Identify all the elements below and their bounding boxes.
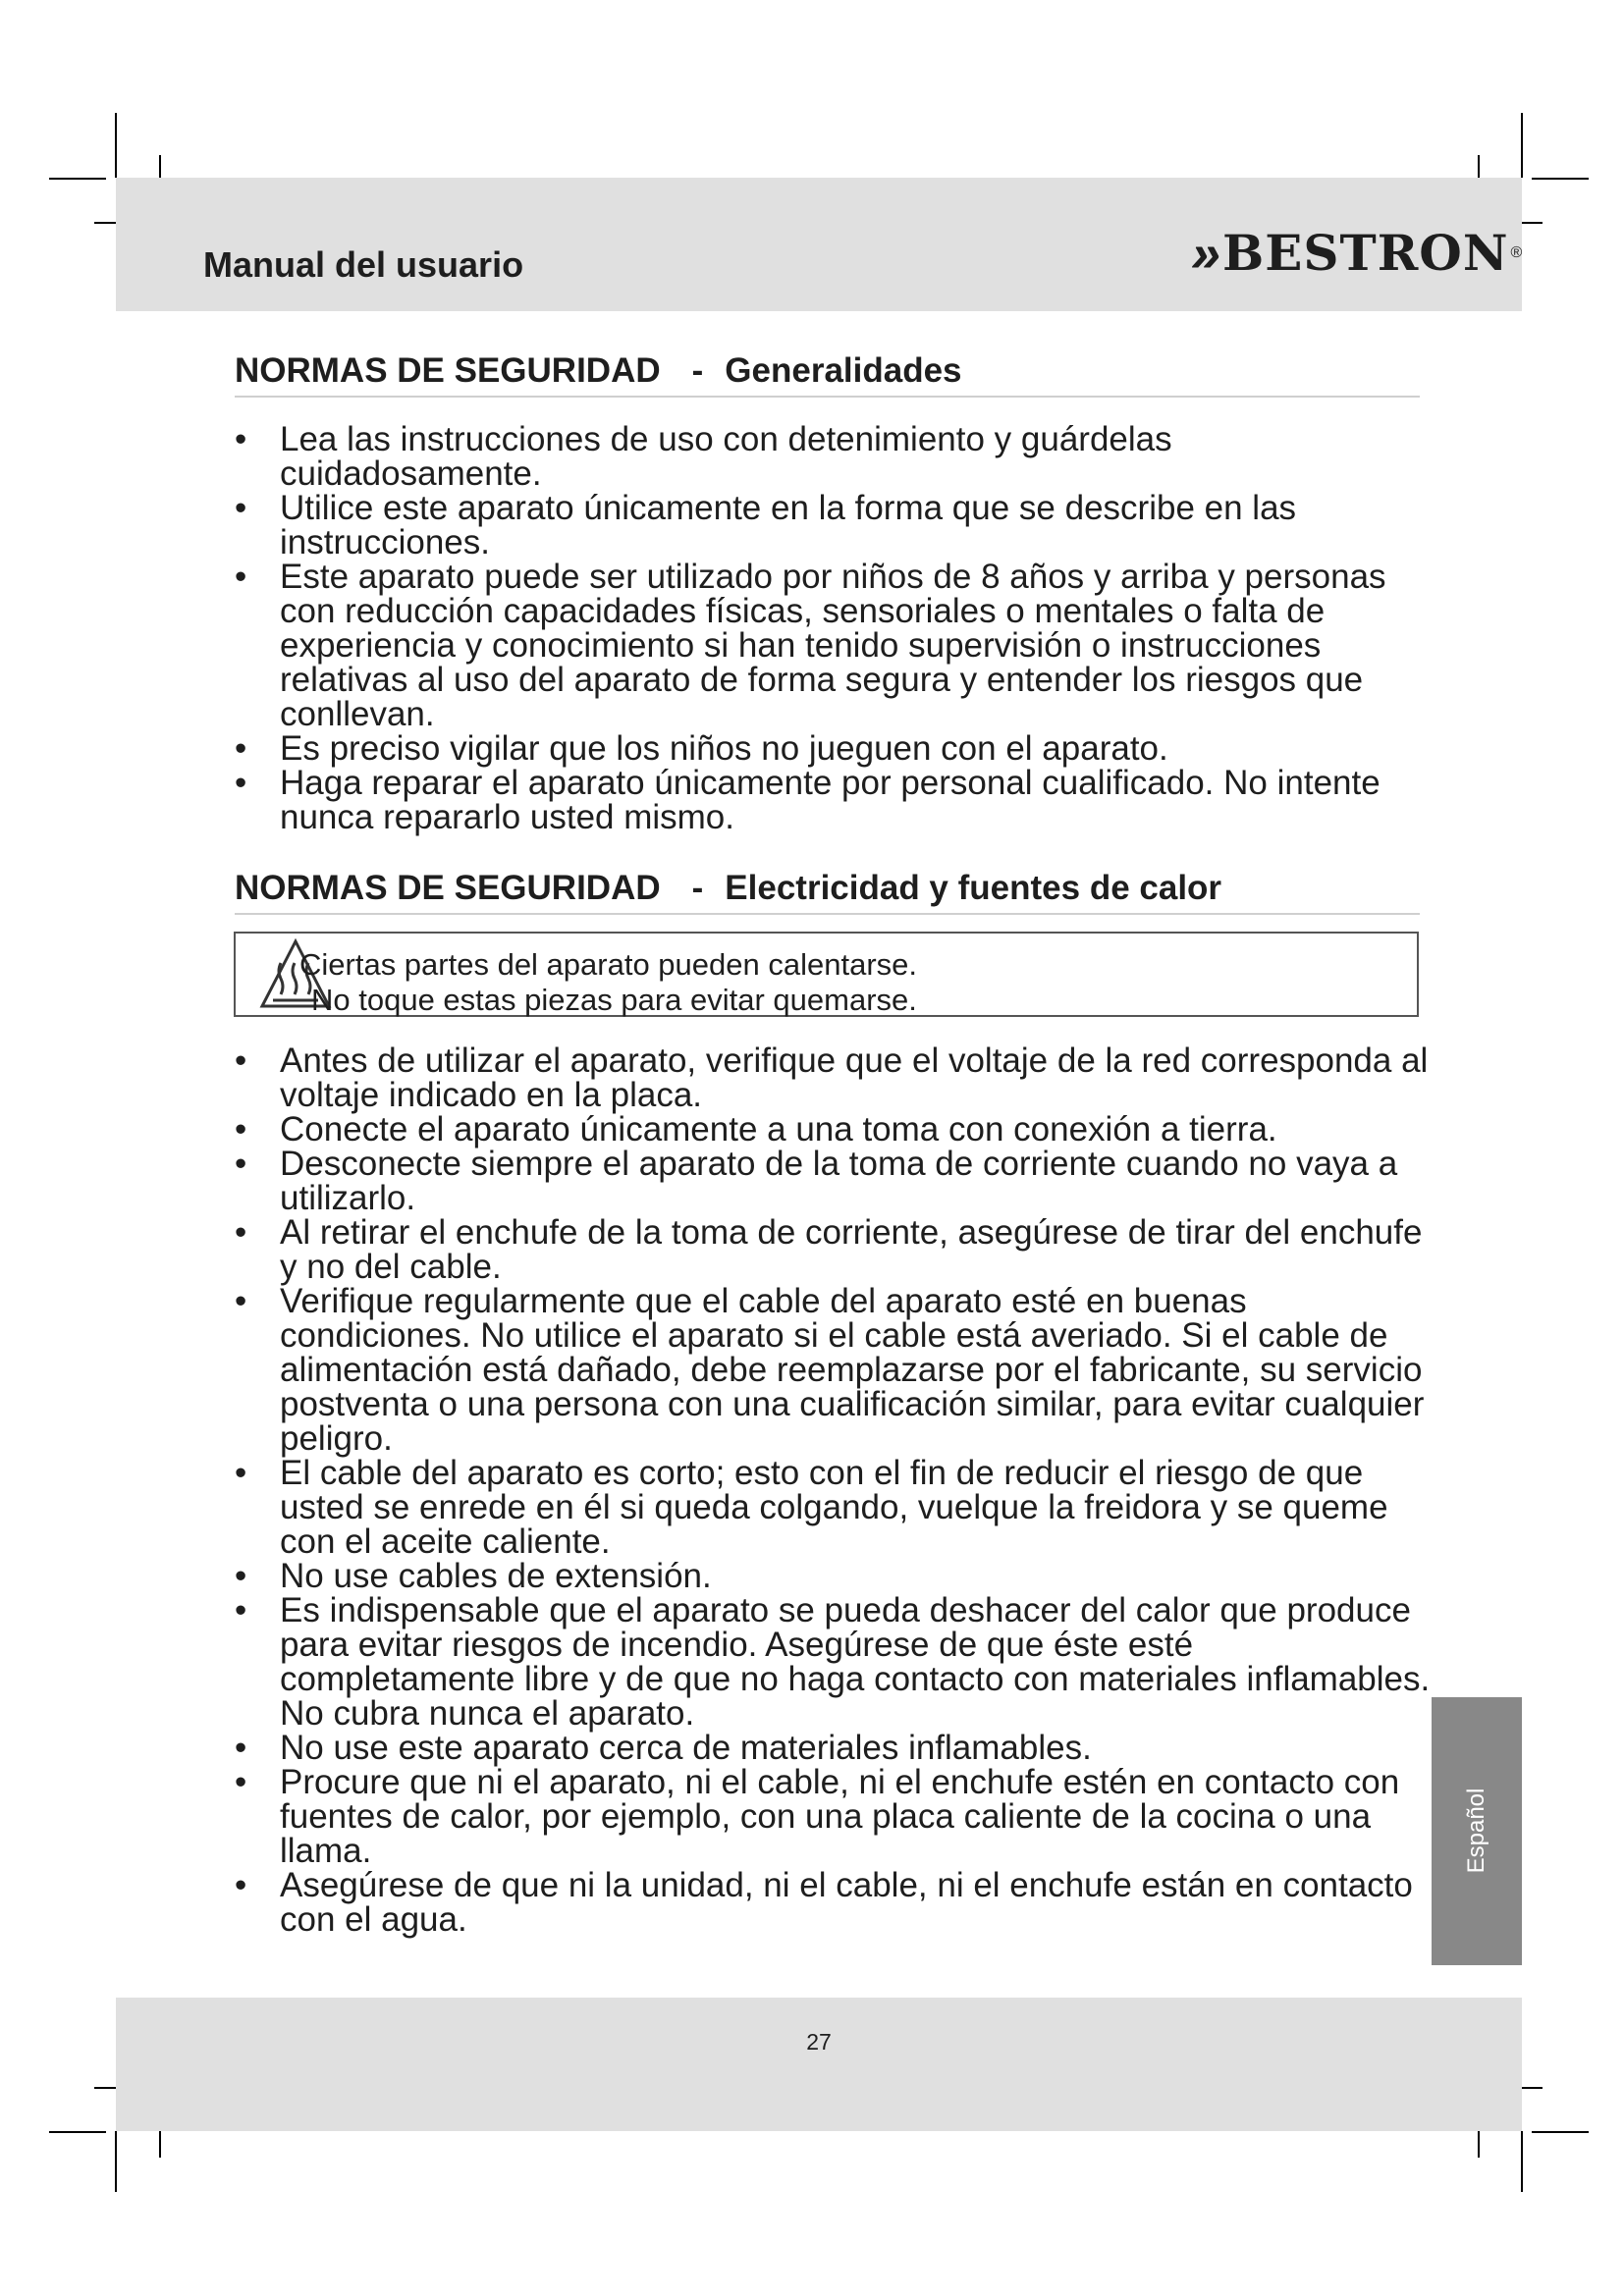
language-label: Español bbox=[1463, 1788, 1489, 1874]
list-item: • Desconecte siempre el aparato de la toma de corriente cuando no vaya a utilizarlo. bbox=[235, 1147, 1433, 1215]
section-heading: NORMAS DE SEGURIDAD bbox=[235, 869, 661, 907]
crop-mark bbox=[115, 2131, 117, 2192]
crop-mark bbox=[1532, 178, 1589, 180]
page-footer bbox=[116, 1998, 1522, 2131]
manual-title: Manual del usuario bbox=[203, 244, 524, 285]
crop-mark bbox=[49, 2131, 106, 2133]
general-safety-list bbox=[235, 422, 1433, 834]
crop-mark bbox=[115, 113, 117, 178]
list-item: • Utilice este aparato únicamente en la forma que se describe en las instrucciones. bbox=[235, 491, 1433, 560]
list-item: • Este aparato puede ser utilizado por niños de 8 años y arriba y personas con reducción capacidades físicas, sensoriales o mentales o falta de experiencia y conocimiento si han tenido supervisión o instrucciones relativas al uso del aparato de forma segura y entender los riesgos que conllevan. bbox=[235, 560, 1433, 731]
language-tab bbox=[1432, 1697, 1522, 1965]
list-item: • Es indispensable que el aparato se pueda deshacer del calor que produce para evitar riesgos de incendio. Asegúrese de que éste esté completamente libre y de que no haga contacto con materiales inflamables. No cubra nunca el aparato. bbox=[235, 1593, 1433, 1731]
brand-logo bbox=[1191, 224, 1523, 283]
warning-line: No toque estas piezas para evitar quemarse. bbox=[311, 983, 917, 1017]
registered-mark: ® bbox=[1510, 244, 1523, 261]
list-item: • Antes de utilizar el aparato, verifique que el voltaje de la red corresponda al voltaje indicado en la placa. bbox=[235, 1043, 1433, 1112]
list-item: • Al retirar el enchufe de la toma de corriente, asegúrese de tirar del enchufe y no del cable. bbox=[235, 1215, 1433, 1284]
list-item: • Asegúrese de que ni la unidad, ni el cable, ni el enchufe están en contacto con el agua. bbox=[235, 1868, 1433, 1937]
section-subheading: Generalidades bbox=[725, 351, 962, 390]
crop-mark bbox=[1532, 2131, 1589, 2133]
section-heading: NORMAS DE SEGURIDAD bbox=[235, 351, 661, 390]
logo-wordmark: BESTRON bbox=[1222, 224, 1509, 282]
section-dash: - bbox=[691, 869, 704, 907]
list-item: • Procure que ni el aparato, ni el cable, ni el enchufe estén en contacto con fuentes de calor, por ejemplo, con una placa caliente de la cocina o una llama. bbox=[235, 1765, 1433, 1868]
hot-surface-warning-box bbox=[234, 932, 1419, 1017]
list-item: • El cable del aparato es corto; esto con el fin de reducir el riesgo de que usted se enrede en él si queda colgando, vuelque la freidora y se queme con el aceite caliente. bbox=[235, 1456, 1433, 1559]
list-item: • Lea las instrucciones de uso con detenimiento y guárdelas cuidadosamente. bbox=[235, 422, 1433, 491]
list-item: • Conecte el aparato únicamente a una toma con conexión a tierra. bbox=[235, 1112, 1433, 1147]
crop-mark bbox=[1521, 2131, 1523, 2192]
list-item: • Es preciso vigilar que los niños no jueguen con el aparato. bbox=[235, 731, 1433, 766]
electricity-safety-list bbox=[235, 1043, 1433, 1937]
section-electricity-title bbox=[235, 869, 1221, 908]
list-item: • No use cables de extensión. bbox=[235, 1559, 1433, 1593]
page-number: 27 bbox=[806, 2029, 832, 2055]
section-general-title bbox=[235, 351, 962, 391]
section-divider bbox=[235, 913, 1420, 915]
page-header bbox=[116, 178, 1522, 311]
logo-chevron-icon: » bbox=[1191, 224, 1216, 283]
section-divider bbox=[235, 396, 1420, 398]
section-dash: - bbox=[691, 351, 704, 390]
list-item: • Haga reparar el aparato únicamente por personal cualificado. No intente nunca repararlo usted mismo. bbox=[235, 766, 1433, 834]
warning-line: Ciertas partes del aparato pueden calentarse. bbox=[299, 947, 918, 982]
warning-text bbox=[299, 947, 917, 1018]
section-subheading: Electricidad y fuentes de calor bbox=[725, 869, 1222, 907]
crop-mark bbox=[49, 178, 106, 180]
crop-mark bbox=[1521, 113, 1523, 178]
list-item: • Verifique regularmente que el cable del aparato esté en buenas condiciones. No utilice el aparato si el cable está averiado. Si el cable de alimentación está dañado, debe reemplazarse por el fabricante, su servicio postventa o una persona con una cualificación similar, para evitar cualquier peligro. bbox=[235, 1284, 1433, 1456]
list-item: • No use este aparato cerca de materiales inflamables. bbox=[235, 1731, 1433, 1765]
